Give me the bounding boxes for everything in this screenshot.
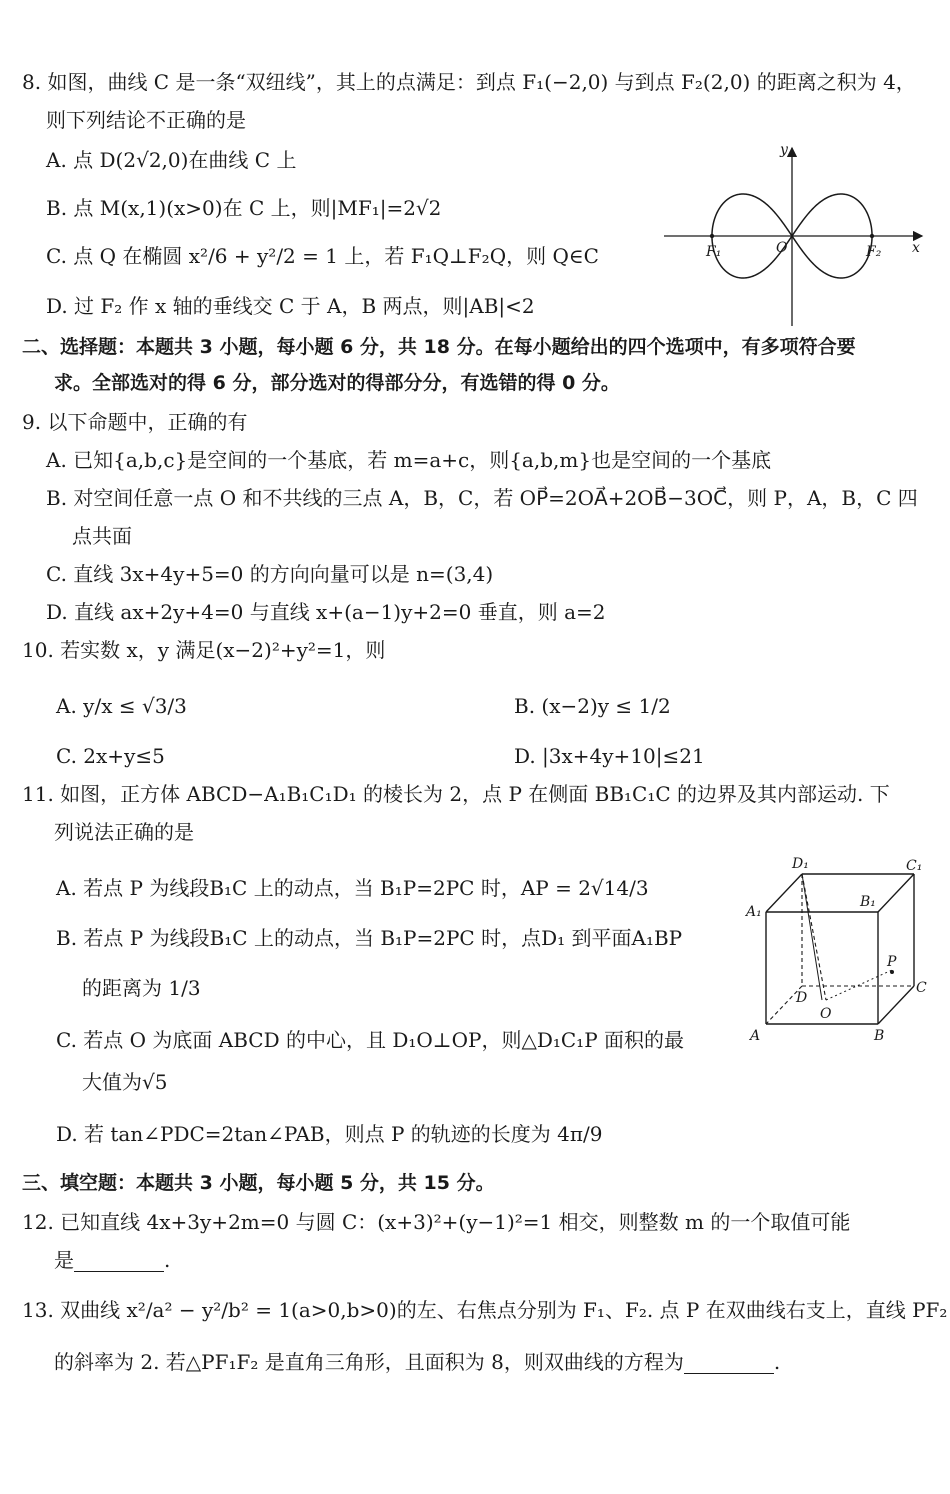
q13-stem-line1: 13. 双曲线 x²/a² − y²/b² = 1(a>0,b>0)的左、右焦点分别为 F₁、F₂. 点 P 在双曲线右支上，直线 PF₂ [22, 1298, 948, 1322]
segment-d1o [802, 874, 826, 1000]
label-p: P [887, 954, 897, 970]
segment-d1o-solid [802, 874, 822, 1000]
section-2-heading-line1: 二、选择题：本题共 3 小题，每小题 6 分，共 18 分。在每小题给出的四个选项中，有多项符合要 [22, 336, 856, 358]
q12-stem-prefix: 是 [54, 1248, 74, 1272]
q11-option-b-line1: B. 若点 P 为线段B₁C 上的动点，当 B₁P=2PC 时，点D₁ 到平面A₁BP [56, 926, 683, 950]
q11-option-d: D. 若 tan∠PDC=2tan∠PAB，则点 P 的轨迹的长度为 4π/9 [56, 1122, 603, 1146]
focus-f1-point [710, 234, 714, 238]
q11-option-a: A. 若点 P 为线段B₁C 上的动点，当 B₁P=2PC 时，AP = 2√14/3 [56, 876, 649, 900]
q12-stem-suffix: . [164, 1248, 171, 1272]
q10-option-c: C. 2x+y≤5 [56, 744, 165, 768]
q10-stem: 10. 若实数 x，y 满足(x−2)²+y²=1，则 [22, 638, 386, 662]
q11-option-c-line2: 大值为√5 [82, 1070, 168, 1094]
q13-stem-prefix: 的斜率为 2. 若△PF₁F₂ 是直角三角形，且面积为 8，则双曲线的方程为 [54, 1350, 684, 1374]
q9-option-a: A. 已知{a,b,c}是空间的一个基底，若 m=a+c，则{a,b,m}也是空间的一个基底 [46, 448, 772, 472]
q8-option-d: D. 过 F₂ 作 x 轴的垂线交 C 于 A，B 两点，则|AB|<2 [46, 294, 535, 318]
origin-label: O [776, 240, 788, 256]
q13-stem-line2 [54, 1350, 780, 1374]
label-a: A [750, 1028, 761, 1044]
q10-option-b: B. (x−2)y ≤ 1/2 [514, 694, 671, 718]
q13-answer-blank[interactable] [684, 1355, 774, 1374]
focus-f2-point [870, 234, 874, 238]
label-b1: B₁ [860, 894, 876, 910]
q12-stem-line1: 12. 已知直线 4x+3y+2m=0 与圆 C：(x+3)²+(y−1)²=1 相交，则整数 m 的一个取值可能 [22, 1210, 851, 1234]
q13-stem-suffix: . [773, 1350, 781, 1374]
cube-figure [740, 852, 940, 1048]
label-a1: A₁ [746, 904, 762, 920]
q9-option-d: D. 直线 ax+2y+4=0 与直线 x+(a−1)y+2=0 垂直，则 a=2 [46, 600, 606, 624]
q8-option-b: B. 点 M(x,1)(x>0)在 C 上，则|MF₁|=2√2 [46, 196, 442, 220]
point-p [890, 970, 894, 974]
q11-stem-line2: 列说法正确的是 [54, 820, 194, 844]
q12-stem-line2 [54, 1248, 170, 1272]
label-d: D [796, 990, 808, 1006]
q10-option-a: A. y/x ≤ √3/3 [56, 694, 187, 718]
q9-option-b-line1: B. 对空间任意一点 O 和不共线的三点 A，B，C，若 OP⃗=2OA⃗+2OB⃗−3OC⃗，则 P，A，B，C 四 [46, 486, 918, 510]
label-c1: C₁ [906, 858, 923, 874]
q8-stem-line1: 8. 如图，曲线 C 是一条“双纽线”，其上的点满足：到点 F₁(−2,0) 与到点 F₂(2,0) 的距离之积为 4， [22, 70, 916, 94]
edge-c1b1 [878, 874, 914, 912]
q10-option-d: D. |3x+4y+10|≤21 [514, 744, 705, 768]
section-2-heading-line2: 求。全部选对的得 6 分，部分选对的得部分分，有选错的得 0 分。 [54, 372, 620, 394]
label-d1: D₁ [792, 856, 809, 872]
f1-label: F₁ [706, 244, 722, 260]
label-o: O [820, 1006, 832, 1022]
q8-stem-line2: 则下列结论不正确的是 [46, 108, 246, 132]
edge-a1d1 [766, 874, 802, 912]
q11-option-c-line1: C. 若点 O 为底面 ABCD 的中心，且 D₁O⊥OP，则△D₁C₁P 面积的最 [56, 1028, 685, 1052]
label-c: C [916, 980, 927, 996]
y-axis-label: y [780, 142, 788, 158]
q11-stem-line1: 11. 如图，正方体 ABCD−A₁B₁C₁D₁ 的棱长为 2，点 P 在侧面 BB₁C₁C 的边界及其内部运动. 下 [22, 782, 890, 806]
q9-stem: 9. 以下命题中，正确的有 [22, 410, 248, 434]
q8-option-a: A. 点 D(2√2,0)在曲线 C 上 [46, 148, 297, 172]
q9-option-b-line2: 点共面 [72, 524, 132, 548]
x-axis-label: x [912, 240, 920, 256]
edge-cb [878, 986, 914, 1024]
section-3-heading: 三、填空题：本题共 3 小题，每小题 5 分，共 15 分。 [22, 1172, 495, 1194]
q12-answer-blank[interactable] [74, 1253, 164, 1272]
lemniscate-figure [660, 140, 930, 330]
segment-op [826, 970, 892, 1000]
q11-option-b-line2: 的距离为 1/3 [82, 976, 201, 1000]
q9-option-c: C. 直线 3x+4y+5=0 的方向向量可以是 n=(3,4) [46, 562, 494, 586]
f2-label: F₂ [866, 244, 882, 260]
label-b: B [874, 1028, 885, 1044]
q8-option-c: C. 点 Q 在椭圆 x²/6 + y²/2 = 1 上，若 F₁Q⊥F₂Q，则 Q∈C [46, 244, 599, 268]
